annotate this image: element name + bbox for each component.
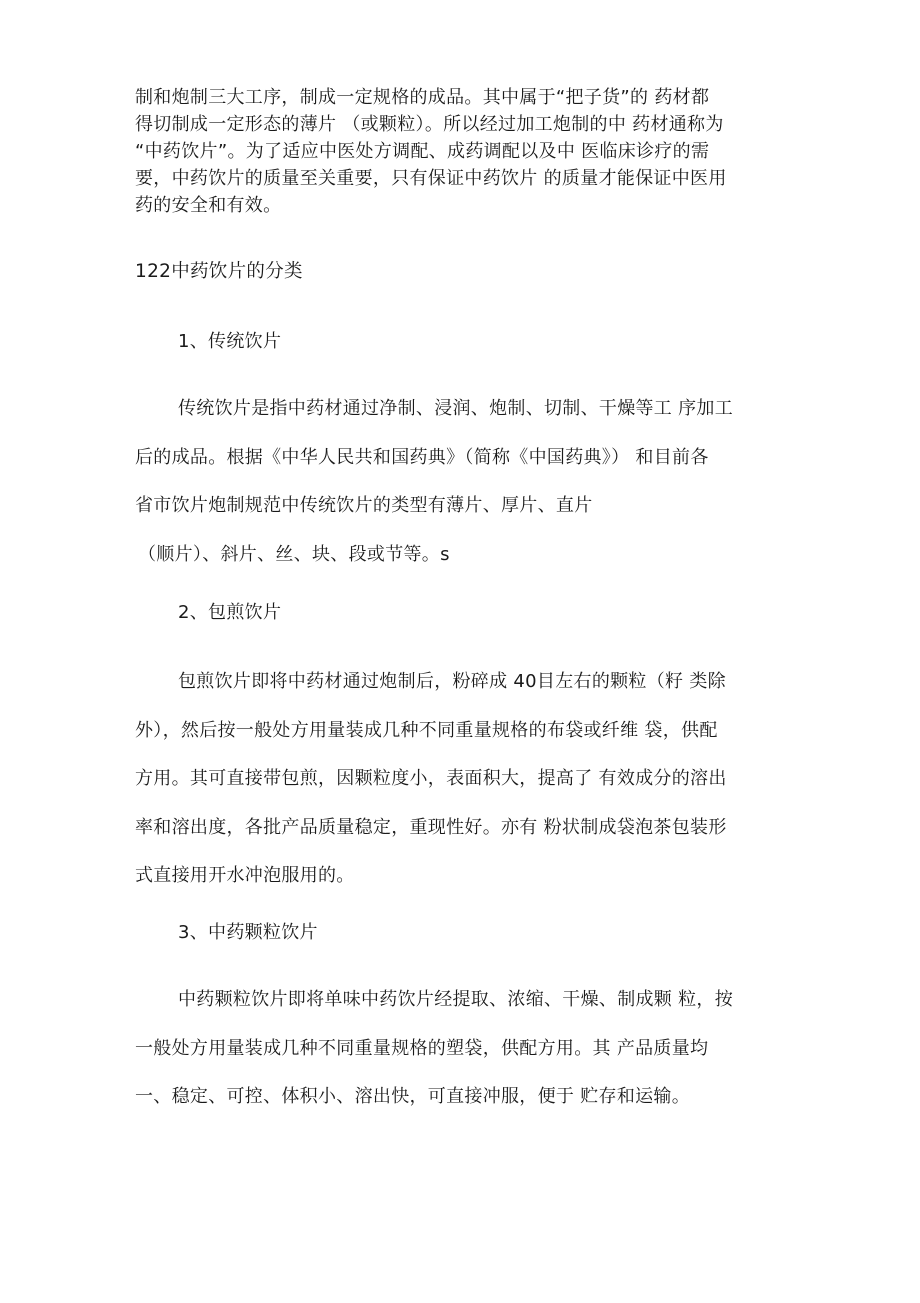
subsection-heading-3: 3、中药颗粒饮片 [178,922,318,943]
paragraph-line: 式直接用开水冲泡服用的。 [135,865,355,886]
subsection-paragraph-1 [135,385,733,579]
intro-line: 药的安全和有效。 [135,195,282,216]
subsection-paragraph-2 [135,658,727,901]
subsection-paragraph-3 [135,976,733,1122]
paragraph-line: 一、稳定、可控、体积小、溶出快，可直接冲服，便于 贮存和运输。 [135,1086,691,1107]
intro-line: 制和炮制三大工序，制成一定规格的成品。其中属于“把子货”的 药材都 [135,87,710,108]
paragraph-line: （顺片）、斜片、丝、块、段或节等。s [138,543,450,565]
paragraph-line: 中药颗粒饮片即将单味中药饮片经提取、浓缩、干燥、制成颗 粒，按 [178,989,734,1010]
paragraph-line: 一般处方用量装成几种不同重量规格的塑袋，供配方用。其 产品质量均 [135,1037,709,1059]
intro-paragraph [135,84,727,219]
paragraph-line: 率和溶出度，各批产品质量稳定，重现性好。亦有 粉状制成袋泡茶包装形 [135,816,727,838]
paragraph-line: 省市饮片炮制规范中传统饮片的类型有薄片、厚片、直片 [135,495,593,516]
paragraph-line: 外），然后按一般处方用量装成几种不同重量规格的布袋或纤维 袋，供配 [135,719,718,741]
paragraph-line: 后的成品。根据《中华人民共和国药典》（简称《中国药典》） 和目前各 [135,446,709,468]
intro-line: 得切制成一定形态的薄片 （或颗粒）。所以经过加工炮制的中 药材通称为 [135,114,724,135]
intro-line: 要，中药饮片的质量至关重要，只有保证中药饮片 的质量才能保证中医用 [135,168,727,189]
paragraph-line: 包煎饮片即将中药材通过炮制后，粉碎成 40目左右的颗粒（籽 类除 [178,671,726,692]
paragraph-line: 传统饮片是指中药材通过净制、浸润、炮制、切制、干燥等工 序加工 [178,398,734,419]
subsection-heading-1: 1、传统饮片 [178,331,282,352]
subsection-heading-2: 2、包煎饮片 [178,602,282,623]
paragraph-line: 方用。其可直接带包煎，因颗粒度小，表面积大，提高了 有效成分的溶出 [135,768,727,789]
section-heading: 122中药饮片的分类 [135,261,303,282]
intro-line: “中药饮片”。为了适应中医处方调配、成药调配以及中 医临床诊疗的需 [135,141,710,162]
